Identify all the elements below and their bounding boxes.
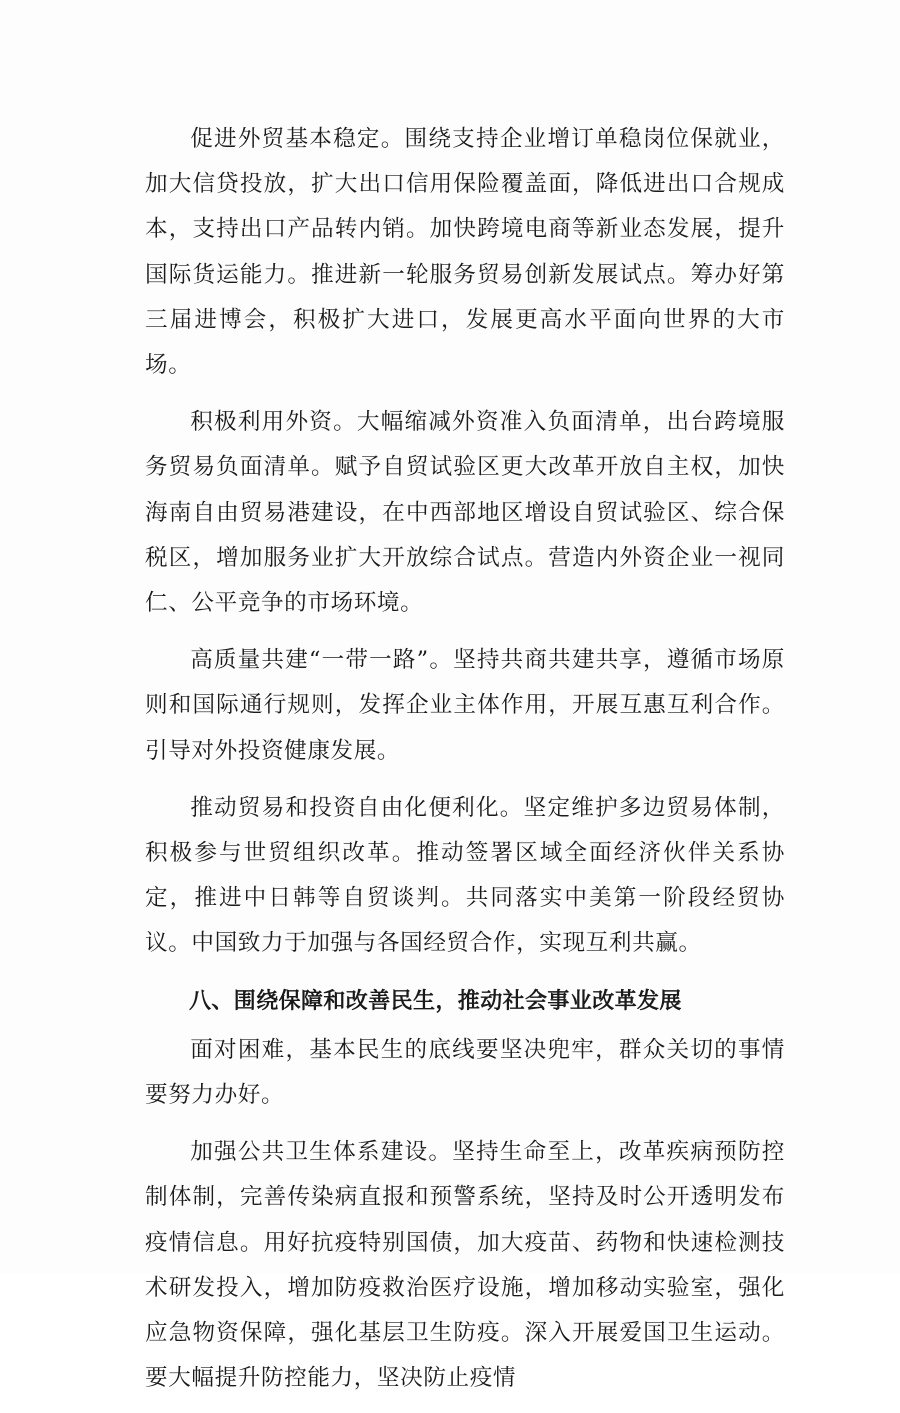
paragraph-lead: 促进外贸基本稳定。	[190, 126, 405, 152]
paragraph-foreign-investment	[145, 400, 785, 626]
paragraph-text: 坚持共商共建共享，遵循市场原则和国际通行规则，发挥企业主体作用，开展互惠互利合作。引导对外投资健康发展。	[145, 647, 785, 764]
paragraph-belt-and-road	[145, 638, 785, 774]
paragraph-text: 面对困难，基本民生的底线要坚决兜牢，群众关切的事情要努力办好。	[145, 1036, 785, 1109]
paragraph-foreign-trade	[145, 117, 785, 388]
paragraph-lead: 高质量共建“一带一路”。	[190, 647, 454, 674]
paragraph-lead: 积极利用外资。	[190, 409, 357, 436]
paragraph-lead: 加强公共卫生体系建设。	[190, 1139, 453, 1166]
paragraph-livelihood-intro	[145, 1028, 785, 1118]
paragraph-text: 坚持生命至上，改革疾病预防控制体制，完善传染病直报和预警系统，坚持及时公开透明发布疫情信息。用好抗疫特别国债，加大疫苗、药物和快速检测技术研发投入，增加防疫救治医疗设施，增加移动实验室，强化应急物资保障，强化基层卫生防疫。深入开展爱国卫生运动。要大幅提升防控能力，坚决防止疫情	[145, 1139, 785, 1392]
paragraph-text: 围绕支持企业增订单稳岗位保就业，加大信贷投放，扩大出口信用保险覆盖面，降低进出口合规成本，支持出口产品转内销。加快跨境电商等新业态发展，提升国际货运能力。推进新一轮服务贸易创新发展试点。筹办好第三届进博会，积极扩大进口，发展更高水平面向世界的大市场。	[145, 126, 785, 379]
paragraph-public-health	[145, 1130, 785, 1401]
document-body	[145, 117, 785, 1413]
section-heading: 八、围绕保障和改善民生，推动社会事业改革发展	[189, 988, 682, 1014]
paragraph-lead: 推动贸易和投资自由化便利化。	[190, 794, 524, 821]
paragraph-text: 大幅缩减外资准入负面清单，出台跨境服务贸易负面清单。赋予自贸试验区更大改革开放自主权，加快海南自由贸易港建设，在中西部地区增设自贸试验区、综合保税区，增加服务业扩大开放综合试点。营造内外资企业一视同仁、公平竞争的市场环境。	[145, 409, 785, 617]
paragraph-text: 坚定维护多边贸易体制，积极参与世贸组织改革。推动签署区域全面经济伙伴关系协定，推进中日韩等自贸谈判。共同落实中美第一阶段经贸协议。中国致力于加强与各国经贸合作，实现互利共赢。	[145, 794, 785, 957]
paragraph-trade-liberalization	[145, 786, 785, 967]
